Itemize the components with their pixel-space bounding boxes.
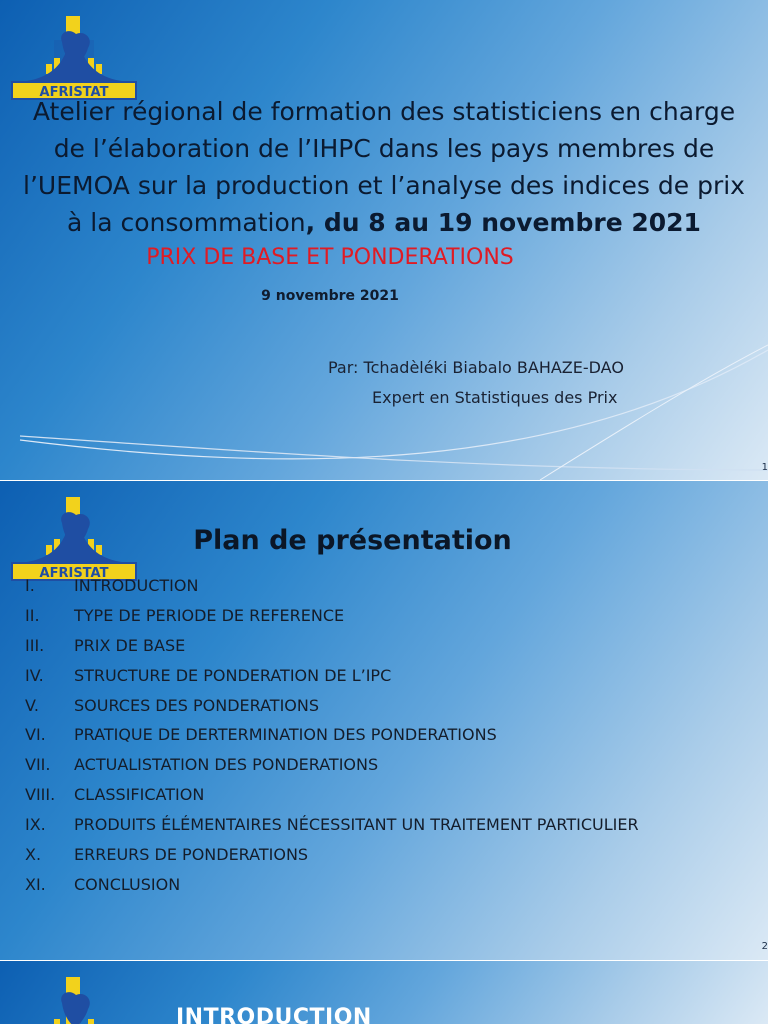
plan-item xyxy=(25,725,639,755)
plan-item-label: TYPE DE PERIODE DE REFERENCE xyxy=(74,605,345,625)
presentation-date: 9 novembre 2021 xyxy=(261,288,399,304)
afristat-logo xyxy=(10,973,138,1024)
svg-text:AFRISTAT: AFRISTAT xyxy=(39,566,109,581)
plan-item-label: ERREURS DE PONDERATIONS xyxy=(74,845,309,865)
plan-item xyxy=(25,845,639,875)
plan-item-label: PRIX DE BASE xyxy=(74,635,186,655)
plan-item-number: II. xyxy=(25,605,40,625)
plan-item-number: IX. xyxy=(25,815,46,835)
plan-item-label: CLASSIFICATION xyxy=(74,785,205,805)
plan-item-number: V. xyxy=(25,695,39,715)
plan-item xyxy=(25,785,639,815)
plan-item-number: X. xyxy=(25,845,42,865)
plan-item xyxy=(25,696,639,726)
page-number: 2 xyxy=(761,941,768,952)
slide-title: Atelier régional de formation des statisticiens en charge de l’élaboration de l’IHPC dans les pays membres de l’UEMOA sur la production et l’analyse des indices de prix à la consommation, du 8 au 19 novembre 2021 xyxy=(23,97,745,237)
plan-item-label: SOURCES DES PONDERATIONS xyxy=(74,695,319,715)
author-line: Par: Tchadèléki Biabalo BAHAZE-DAO xyxy=(328,358,624,377)
plan-item xyxy=(25,666,639,696)
plan-item-label: PRODUITS ÉLÉMENTAIRES NÉCESSITANT UN TRAITEMENT PARTICULIER xyxy=(74,815,639,835)
plan-item-number: IV. xyxy=(25,665,44,685)
plan-item-number: VII. xyxy=(25,755,51,775)
plan-item xyxy=(25,606,639,636)
plan-title: Plan de présentation xyxy=(193,525,512,556)
plan-item xyxy=(25,815,639,845)
plan-item xyxy=(25,755,639,785)
introduction-slide xyxy=(0,961,768,1024)
plan-item-number: I. xyxy=(25,576,35,595)
plan-slide xyxy=(0,481,768,960)
plan-item-label: PRATIQUE DE DERTERMINATION DES PONDERATIONS xyxy=(74,725,497,745)
plan-item-label: INTRODUCTION xyxy=(74,576,199,595)
author-role: Expert en Statistiques des Prix xyxy=(372,388,618,407)
plan-item xyxy=(25,576,639,606)
plan-item-label: STRUCTURE DE PONDERATION DE L’IPC xyxy=(74,665,392,685)
svg-text:AFRISTAT: AFRISTAT xyxy=(39,85,109,100)
plan-list xyxy=(25,576,639,905)
slide-subtitle: PRIX DE BASE ET PONDERATIONS xyxy=(146,245,514,270)
plan-item-number: VIII. xyxy=(25,785,56,805)
plan-item-number: III. xyxy=(25,635,45,655)
afristat-logo xyxy=(10,12,138,102)
intro-title: INTRODUCTION xyxy=(176,1005,372,1024)
page-number: 1 xyxy=(761,462,768,473)
plan-item-number: VI. xyxy=(25,725,46,745)
title-slide xyxy=(0,0,768,480)
plan-item xyxy=(25,636,639,666)
plan-item-label: ACTUALISTATION DES PONDERATIONS xyxy=(74,755,379,775)
plan-item-number: XI. xyxy=(25,874,46,894)
plan-item xyxy=(25,875,639,905)
afristat-logo xyxy=(10,493,138,583)
plan-item-label: CONCLUSION xyxy=(74,874,181,894)
